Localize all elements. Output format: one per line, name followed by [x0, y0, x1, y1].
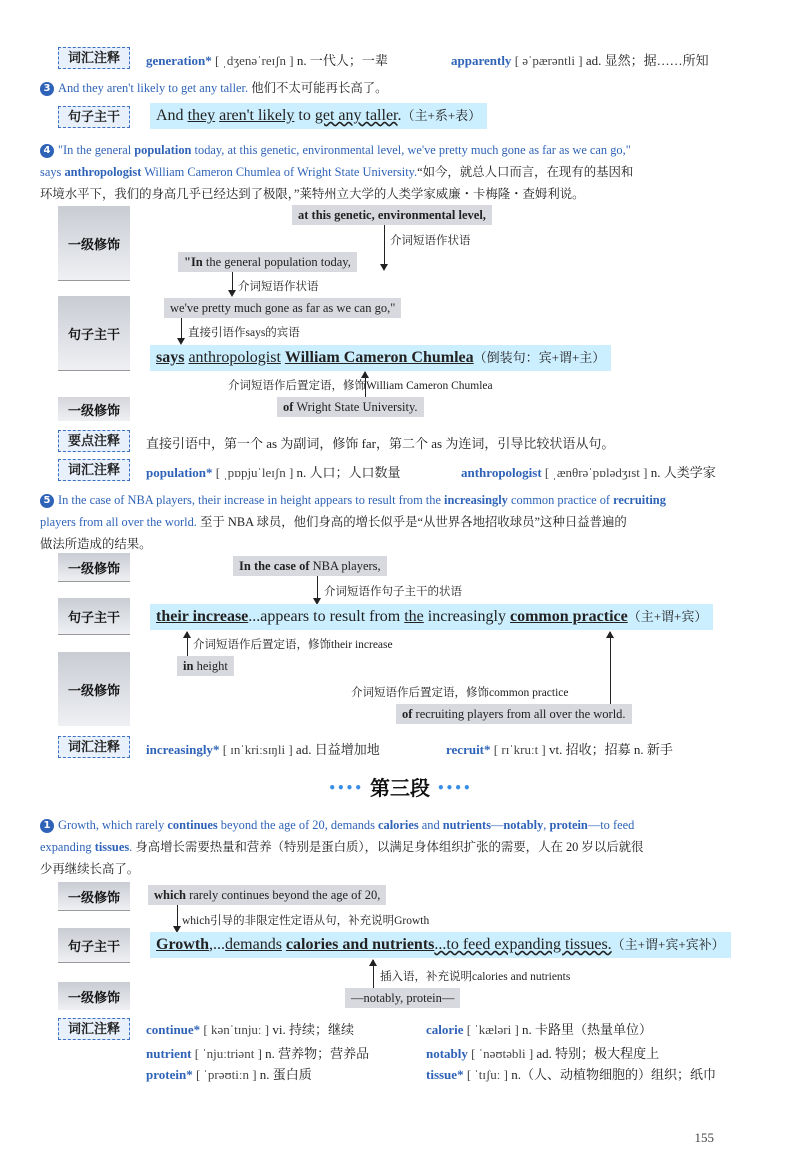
vocab-entry: [146, 1064, 312, 1083]
sentence-en: beyond the age of 20, demands: [217, 818, 379, 832]
vocab-entry: [426, 1019, 652, 1038]
sentence-4: [40, 139, 760, 205]
main-text: And: [156, 107, 188, 124]
sentence-en: —: [490, 818, 504, 832]
vocab-phonetic: [ kənˈtɪnjuː ]: [203, 1022, 270, 1037]
vocab-phonetic: [ rɪˈkruːt ]: [493, 742, 546, 757]
modifier-box: [178, 252, 357, 272]
vocab-word: anthropologist: [461, 465, 542, 480]
sentence-en: Growth, which rarely: [58, 818, 168, 832]
connector-line: [373, 960, 374, 988]
vocab-phonetic: [ ˈtɪʃuː ]: [466, 1067, 508, 1082]
modifier-text: of: [402, 707, 413, 721]
main-subject: Growth: [156, 936, 210, 953]
modifier-text: which: [154, 888, 186, 902]
modifier-box: [396, 704, 632, 724]
modifier-text: the general population today,: [202, 255, 351, 269]
main-text: increasingly: [423, 608, 510, 625]
modifier-note: 介词短语作状语: [238, 281, 319, 293]
sentence-en-keyword: population: [134, 143, 192, 157]
main-verb: says: [156, 349, 185, 366]
main-tag: 句子主干: [58, 106, 130, 128]
sentence-main-box: [150, 103, 487, 129]
main-verb: demands: [225, 936, 282, 953]
sentence-number: 3: [40, 82, 54, 96]
modifier-text: NBA players,: [309, 559, 381, 573]
main-complement: ...to feed expanding tissues.: [434, 936, 612, 953]
vocab-tag: 词汇注释: [58, 736, 130, 758]
main-verb: aren't likely: [219, 107, 295, 124]
vocab-entry: [146, 739, 380, 758]
vocab-entry: [461, 462, 716, 481]
mod1-sidebar: 一级修饰: [58, 982, 130, 1010]
sentence-5: [40, 489, 760, 555]
modifier-text: height: [193, 659, 228, 673]
arrow-down-icon: [177, 338, 185, 345]
sentence-en: common practice of: [507, 493, 614, 507]
connector-line: [232, 272, 233, 292]
connector-line: [187, 632, 188, 656]
vocab-phonetic: [ ˈnjuːtriənt ]: [194, 1046, 262, 1061]
sentence-en: "In the general: [58, 143, 135, 157]
sentence-cn: 少再继续长高了。: [40, 862, 140, 876]
sentence-en-keyword: increasingly: [444, 493, 508, 507]
sentence-en-keyword: continues: [167, 818, 218, 832]
sentence-en: William Cameron Chumlea of Wright State University.: [141, 165, 418, 179]
sentence-cn: 他们不太可能再长高了。: [251, 81, 388, 95]
sentence-cn: 做法所造成的结果。: [40, 537, 152, 551]
modifier-note: 介词短语作状语: [390, 235, 471, 247]
modifier-note: which引导的非限定性定语从句，补充说明Growth: [182, 915, 430, 927]
vocab-meaning: vi. 持续；继续: [272, 1022, 355, 1037]
vocab-meaning: n. 蛋白质: [259, 1067, 312, 1082]
sentence-en: —to feed: [587, 818, 635, 832]
sentence-number: 1: [40, 819, 54, 833]
vocab-word: recruit: [446, 742, 485, 757]
key-tag: 要点注释: [58, 430, 130, 452]
modifier-note: 介词短语作后置定语，修饰common practice: [351, 687, 569, 699]
modifier-box: [177, 656, 234, 676]
vocab-star: *: [186, 1067, 193, 1082]
modifier-text: Wright State University.: [293, 400, 418, 414]
main-subject: their increase: [156, 608, 249, 625]
main-structure-note: （倒装句：宾+谓+主）: [473, 350, 606, 365]
page-number: 155: [694, 1130, 714, 1145]
decor-dots: ••••: [328, 781, 364, 795]
vocab-entry: [146, 462, 401, 481]
connector-line: [317, 576, 318, 600]
main-subject: anthropologist: [188, 349, 281, 366]
vocab-meaning: n. 卡路里（热量单位）: [522, 1022, 653, 1037]
sentence-en: today, at this genetic, environmental level, we've pretty much gone as far as we can go,": [191, 143, 631, 157]
sentence-cn: 身高增长需要热量和营养（特别是蛋白质），以满足身体组织扩张的需要，人在 20 岁以后就很: [135, 840, 644, 854]
modifier-box: [292, 205, 492, 225]
main-structure-note: （主+系+表）: [401, 108, 482, 123]
sentence-en-keyword: protein: [549, 818, 588, 832]
vocab-meaning: n. 一代人；一辈: [296, 53, 388, 68]
vocab-entry: [146, 50, 388, 69]
sentence-cn: 至于 NBA 球员，他们身高的增长似乎是“从世界各地招收球员”这种日益普遍的: [200, 515, 627, 529]
vocab-meaning: vt. 招收；招募 n. 新手: [549, 742, 673, 757]
vocab-star: *: [212, 742, 220, 757]
vocab-star: *: [205, 53, 212, 68]
vocab-tag: 词汇注释: [58, 1018, 130, 1040]
main-object: common practice: [509, 608, 628, 625]
main-verb: ...appears to result from: [248, 608, 405, 625]
sentence-cn: 环境水平下，我们的身高几乎已经达到了极限，”莱特州立大学的人类学家威廉・卡梅隆・查姆利说。: [40, 187, 585, 201]
sentence-en-keyword: notably: [503, 818, 544, 832]
modifier-box: [277, 397, 424, 417]
modifier-text: In the case of: [239, 559, 310, 573]
modifier-note: 介词短语作后置定语，修饰William Cameron Chumlea: [228, 380, 493, 392]
vocab-meaning: ad. 特别；极大程度上: [536, 1046, 660, 1061]
connector-line: [384, 225, 385, 265]
vocab-phonetic: [ ˈprəʊtiːn ]: [195, 1067, 257, 1082]
connector-line: [181, 318, 182, 340]
modifier-text: recruiting players from all over the world.: [412, 707, 626, 721]
modifier-note: 直接引语作says的宾语: [188, 327, 300, 339]
sentence-en-keyword: anthropologist: [64, 165, 142, 179]
modifier-note: 介词短语作后置定语，修饰their increase: [193, 639, 393, 651]
arrow-down-icon: [228, 290, 236, 297]
modifier-text: rarely continues beyond the age of 20,: [185, 888, 381, 902]
connector-line: [610, 632, 611, 704]
sentence-en-keyword: calories: [378, 818, 419, 832]
main-text: .: [397, 107, 402, 124]
sentence-3: [40, 77, 760, 99]
vocab-star: *: [457, 1067, 464, 1082]
sentence-en: says: [40, 165, 65, 179]
vocab-meaning: n. 人类学家: [650, 465, 716, 480]
main-text: the: [404, 608, 424, 625]
sentence-main-box: [150, 345, 611, 371]
vocab-star: *: [205, 465, 213, 480]
section-title-text: 第三段: [370, 776, 430, 800]
main-sidebar: 句子主干: [58, 928, 130, 963]
vocab-word: continue: [146, 1022, 194, 1037]
quote-box: [164, 298, 401, 318]
main-text: to: [294, 107, 315, 124]
vocab-tag: 词汇注释: [58, 459, 130, 481]
sentence-en-keyword: nutrients: [442, 818, 491, 832]
vocab-phonetic: [ ˈnəʊtəbli ]: [471, 1046, 534, 1061]
sentence-en: In the case of NBA players, their increase in height appears to result from the: [58, 493, 445, 507]
main-subject: they: [187, 107, 216, 124]
main-subject: William Cameron Chumlea: [284, 349, 474, 366]
vocab-star: *: [193, 1022, 201, 1037]
main-structure-note: （主+谓+宾）: [627, 609, 708, 624]
main-sidebar: 句子主干: [58, 296, 130, 371]
modifier-note: 介词短语作句子主干的状语: [324, 586, 462, 598]
main-object: calories and nutrients: [285, 936, 435, 953]
modifier-box: [148, 885, 386, 905]
vocab-word: tissue: [426, 1067, 458, 1082]
vocab-phonetic: [ ɪnˈkriːsɪŋli ]: [222, 742, 293, 757]
vocab-meaning: ad. 日益增加地: [295, 742, 380, 757]
quote-text: we've pretty much gone as far as we can go,": [170, 301, 396, 315]
key-note: 直接引语中，第一个 as 为副词，修饰 far，第二个 as 为连词，引导比较状语从句。: [146, 436, 615, 451]
decor-dots: ••••: [436, 781, 472, 795]
vocab-word: generation: [146, 53, 206, 68]
vocab-meaning: n.（人、动植物细胞的）组织；纸巾: [511, 1067, 716, 1082]
sentence-p3-1: [40, 814, 760, 880]
modifier-text: of: [283, 400, 294, 414]
main-structure-note: （主+谓+宾+宾补）: [611, 937, 725, 952]
sentence-en: and: [418, 818, 443, 832]
modifier-text: —notably, protein—: [351, 991, 455, 1005]
vocab-meaning: n. 营养物；营养品: [265, 1046, 370, 1061]
sentence-en: ,: [543, 818, 550, 832]
vocab-phonetic: [ ˈkæləri ]: [466, 1022, 519, 1037]
sentence-cn: “如今，就总人口而言，在现有的基因和: [417, 165, 634, 179]
vocab-meaning: ad. 显然；据……所知: [585, 53, 709, 68]
main-sidebar: 句子主干: [58, 598, 130, 635]
modifier-text: "In: [184, 255, 203, 269]
mod1-sidebar: 一级修饰: [58, 652, 130, 726]
vocab-tag: 词汇注释: [58, 47, 130, 69]
sentence-en: .: [129, 840, 133, 854]
sentence-en: players from all over the world.: [40, 515, 197, 529]
vocab-entry: [426, 1043, 659, 1062]
vocab-phonetic: [ ˌænθrəˈpɒlədʒɪst ]: [544, 465, 648, 480]
modifier-box: [345, 988, 460, 1008]
sentence-en-keyword: recruiting: [613, 493, 666, 507]
arrow-down-icon: [380, 264, 388, 271]
sentence-en: And they aren't likely to get any taller.: [58, 81, 249, 95]
vocab-meaning: n. 人口；人口数量: [296, 465, 401, 480]
mod1-sidebar: 一级修饰: [58, 553, 130, 582]
vocab-phonetic: [ ˌpɒpjuˈleɪʃn ]: [215, 465, 294, 480]
modifier-text: at this genetic, environmental level,: [298, 208, 486, 222]
sentence-main-box: [150, 604, 713, 630]
vocab-phonetic: [ ˌdʒenəˈreɪʃn ]: [214, 53, 294, 68]
section-title: [0, 772, 800, 801]
vocab-entry: [451, 50, 709, 69]
main-predicative: get any taller: [314, 107, 398, 124]
sentence-number: 5: [40, 494, 54, 508]
modifier-note: 插入语，补充说明calories and nutrients: [380, 971, 571, 983]
mod1-sidebar: 一级修饰: [58, 882, 130, 911]
main-text: ,...: [209, 936, 226, 953]
vocab-star: *: [484, 742, 491, 757]
vocab-entry: [146, 1019, 354, 1038]
sentence-main-box: [150, 932, 731, 958]
connector-line: [177, 905, 178, 927]
vocab-word: apparently: [451, 53, 512, 68]
sentence-number: 4: [40, 144, 54, 158]
sentence-en: expanding: [40, 840, 95, 854]
vocab-word: notably: [426, 1046, 468, 1061]
vocab-entry: [146, 1043, 369, 1062]
vocab-entry: [426, 1064, 716, 1083]
vocab-word: protein: [146, 1067, 187, 1082]
mod1-sidebar: 一级修饰: [58, 206, 130, 281]
vocab-entry: [446, 739, 673, 758]
modifier-text: in: [183, 659, 194, 673]
vocab-word: population: [146, 465, 206, 480]
vocab-word: calorie: [426, 1022, 464, 1037]
sentence-en-keyword: tissues: [94, 840, 130, 854]
vocab-word: increasingly: [146, 742, 213, 757]
mod1-sidebar: 一级修饰: [58, 397, 130, 421]
modifier-box: [233, 556, 387, 576]
vocab-phonetic: [ əˈpærəntli ]: [514, 53, 583, 68]
vocab-word: nutrient: [146, 1046, 192, 1061]
